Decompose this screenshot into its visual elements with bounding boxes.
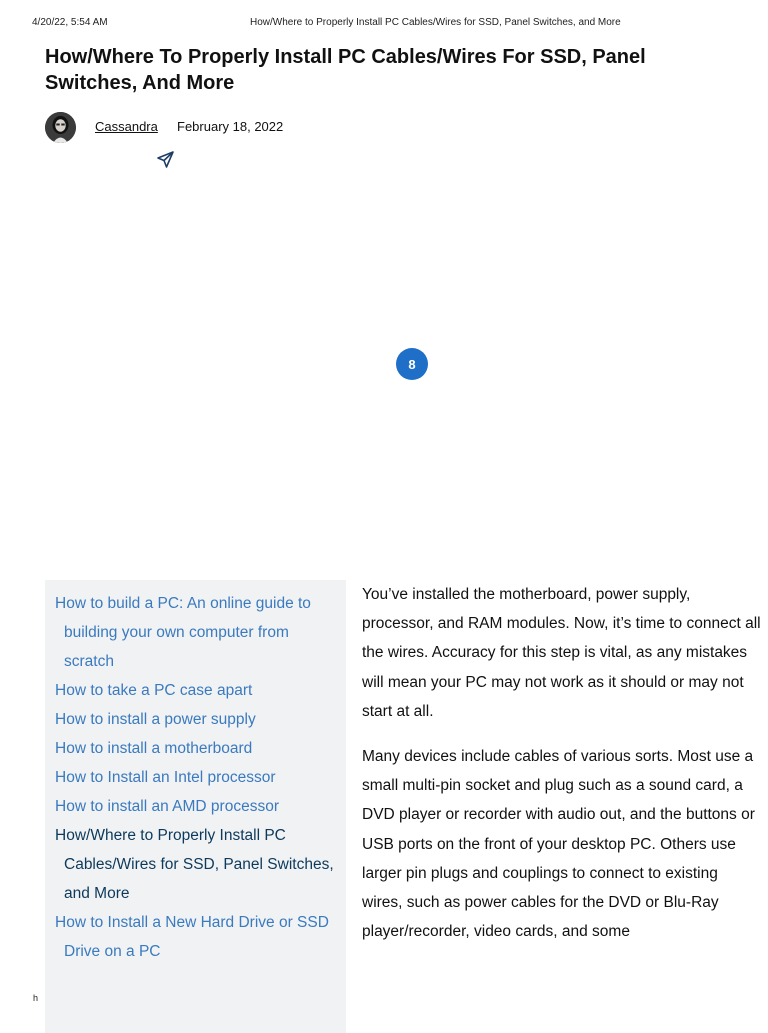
toc-item-power-supply[interactable]: How to install a power supply [55, 711, 256, 728]
author-link[interactable]: Cassandra [95, 119, 158, 134]
article-title: How/Where To Properly Install PC Cables/Wires For SSD, Panel Switches, And More [45, 46, 646, 94]
print-page-title: How/Where to Properly Install PC Cables/Wires for SSD, Panel Switches, and More [250, 17, 621, 28]
post-date: February 18, 2022 [177, 119, 284, 134]
toc-item-amd-processor[interactable]: How to install an AMD processor [55, 798, 279, 815]
toc-item-motherboard[interactable]: How to install a motherboard [55, 740, 253, 757]
toc-item-case-apart[interactable]: How to take a PC case apart [55, 682, 253, 699]
toc-item-current-cables: How/Where to Properly Install PC Cables/Wires for SSD, Panel Switches, and More [55, 827, 334, 902]
toc-item-build-pc[interactable]: How to build a PC: An online guide to building your own computer from scratch [55, 595, 311, 670]
author-avatar[interactable] [45, 112, 76, 143]
send-icon[interactable] [156, 150, 175, 169]
toc-item-intel-processor[interactable]: How to Install an Intel processor [55, 769, 276, 786]
table-of-contents [45, 580, 346, 1033]
print-datetime: 4/20/22, 5:54 AM [32, 17, 108, 28]
toc-item-hard-drive[interactable]: How to Install a New Hard Drive or SSD Drive on a PC [55, 914, 329, 960]
body-paragraph: Many devices include cables of various sorts. Most use a small multi-pin socket and plug such as a sound card, a DVD player or recorder with audio out, and the buttons or USB ports on the front of your desktop PC. Others use larger pin plugs and couplings to connect to existing wires, such as power cables for the DVD or Blu-Ray player/recorder, video cards, and some [362, 748, 755, 941]
article-body [362, 580, 762, 962]
print-header [32, 17, 768, 31]
footer-mark: h [33, 993, 39, 1003]
body-paragraph: You’ve installed the motherboard, power supply, processor, and RAM modules. Now, it’s time to connect all the wires. Accuracy for this step is vital, as any mistakes will mean your PC may not work as it should or may not start at all. [362, 586, 761, 720]
comment-count-badge[interactable]: 8 [396, 348, 428, 380]
